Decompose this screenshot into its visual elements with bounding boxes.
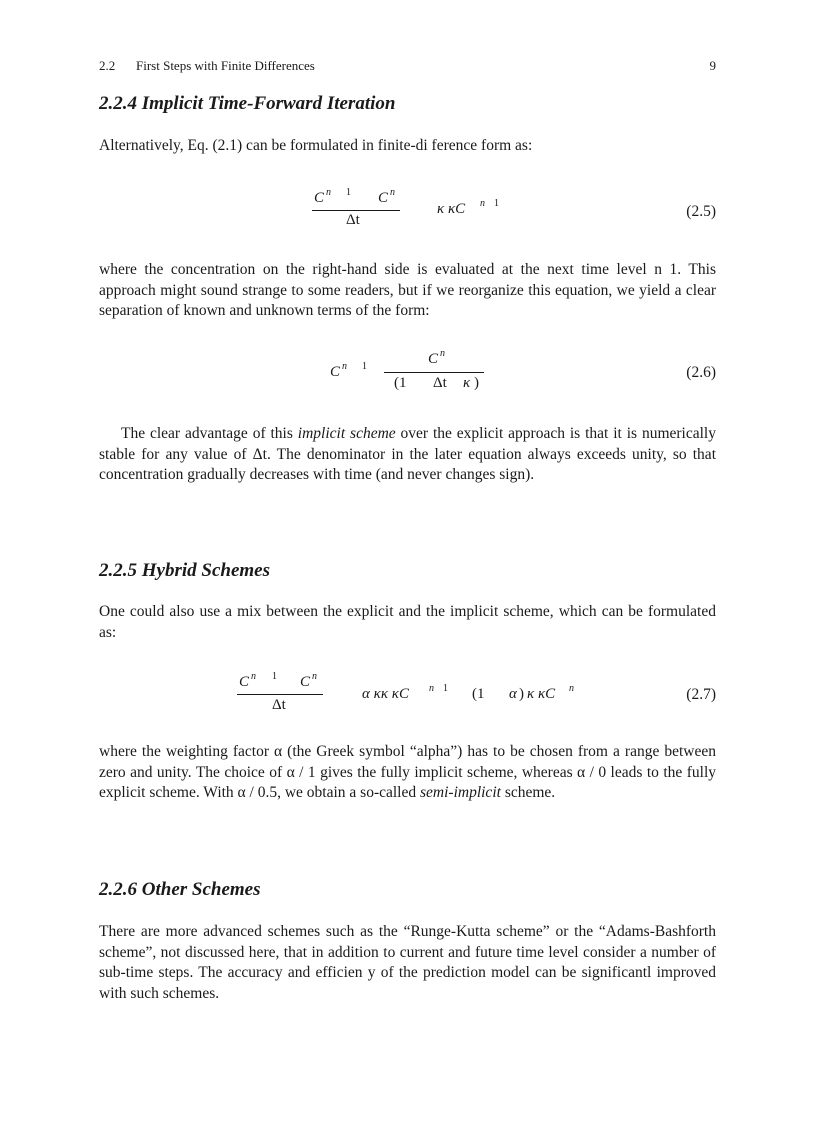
fraction-bar — [312, 210, 400, 211]
paragraph-2-2-4-intro: Alternatively, Eq. (2.1) can be formulated in finite-di ference form as: — [99, 137, 533, 154]
paragraph-2-2-5-intro: One could also use a mix between the explicit and the implicit scheme, which can be formulated as: — [99, 603, 716, 641]
equation-number: (2.7) — [686, 686, 716, 703]
page-number: 9 — [709, 58, 716, 73]
fraction-bar — [237, 694, 323, 695]
section-heading-2-2-5: 2.2.5 Hybrid Schemes — [99, 560, 270, 581]
running-header-title: First Steps with Finite Differences — [136, 58, 315, 73]
fraction-bar — [384, 372, 484, 373]
paragraph-2-2-6-body: There are more advanced schemes such as the “Runge-Kutta scheme” or the “Adams-Bashforth scheme”, not discussed here, that in addition to current and future time level consider a number of sub-time steps. The accuracy and efficien y of the prediction model can be significantl improved with such schemes. — [99, 923, 716, 1002]
section-heading-2-2-6: 2.2.6 Other Schemes — [99, 879, 261, 900]
paragraph-2-2-4-body: where the concentration on the right-hand side is evaluated at the next time level n 1. This approach might sound strange to some readers, but if we reorganize this equation, we yield a clear separation of known and unknown terms of the form: — [99, 261, 716, 319]
equation-number: (2.6) — [686, 364, 716, 381]
paragraph-2-2-5-body: where the weighting factor α (the Greek symbol “alpha”) has to be chosen from a range between zero and unity. The choice of α / 1 gives the fully implicit scheme, whereas α / 0 leads to the fully explicit scheme. With α / 0.5, we obtain a so-called semi-implicit scheme. — [99, 743, 716, 801]
equation-number: (2.5) — [686, 203, 716, 220]
paragraph-2-2-4-stability: The clear advantage of this implicit scheme over the explicit approach is that it is numerically stable for any value of Δt. The denominator in the later equation always exceeds unity, so that concentration gradually decreases with time (and never changes sign). — [99, 425, 716, 483]
running-header-section: 2.2 — [99, 58, 116, 73]
section-heading-2-2-4: 2.2.4 Implicit Time-Forward Iteration — [99, 93, 396, 114]
